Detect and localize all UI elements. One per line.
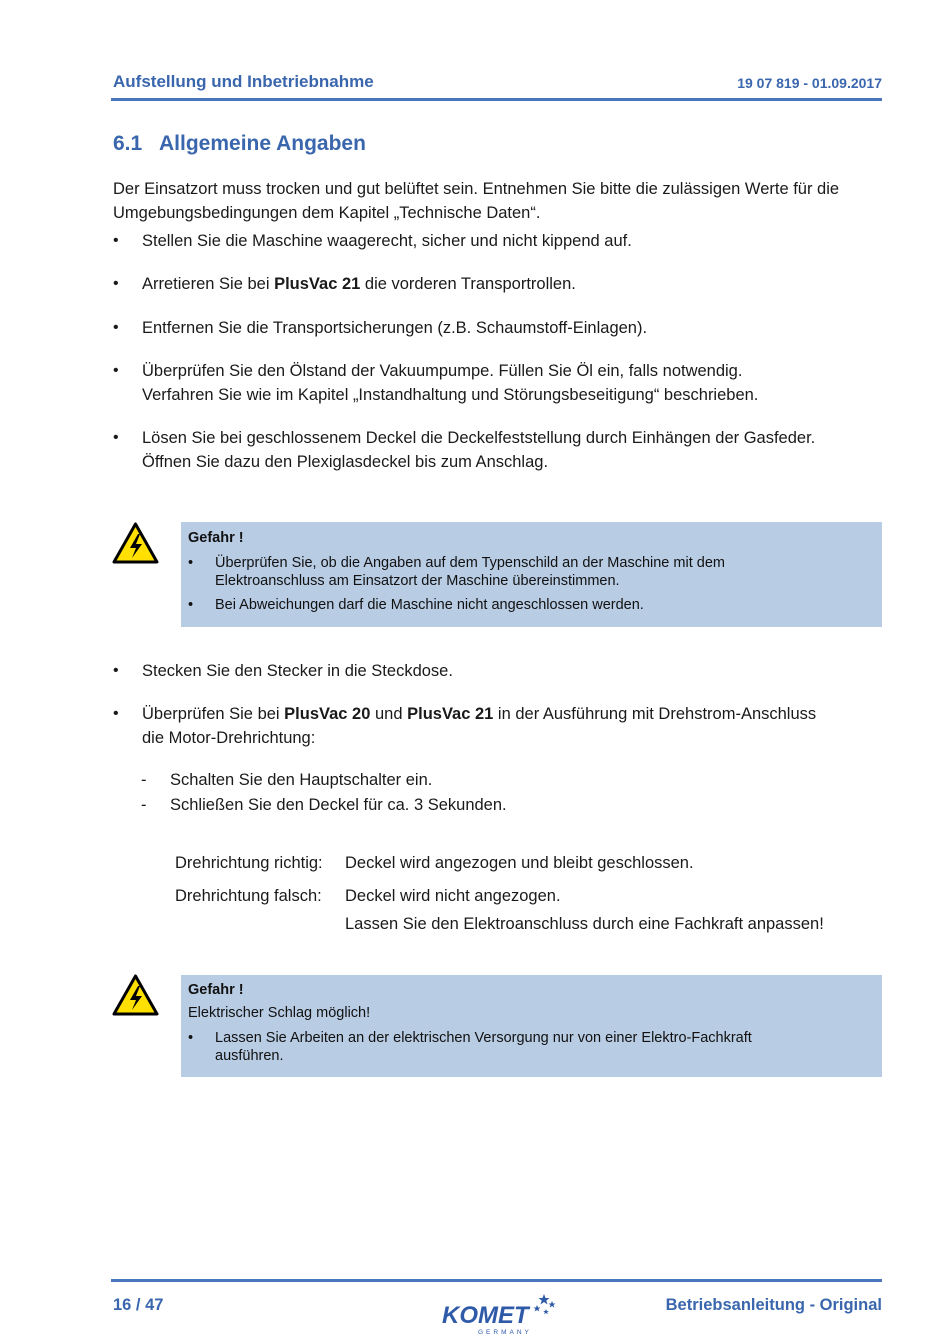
result-value: Deckel wird angezogen und bleibt geschlossen. (345, 854, 694, 872)
text-line: Elektroanschluss am Einsatzort der Maschine übereinstimmen. (215, 573, 620, 589)
danger-item-text: Bei Abweichungen darf die Maschine nicht angeschlossen werden. (215, 597, 644, 613)
danger-subtitle: Elektrischer Schlag möglich! (188, 1005, 371, 1021)
result-label: Drehrichtung falsch: (175, 887, 322, 905)
footer-rule (111, 1279, 882, 1282)
section-heading (113, 132, 366, 156)
logo-stars (534, 1294, 556, 1314)
bullet-icon: • (113, 362, 119, 379)
header-doc-ref: 19 07 819 - 01.09.2017 (737, 75, 882, 91)
dash-item-text: Schalten Sie den Hauptschalter ein. (170, 771, 433, 789)
dash-marker: - (141, 796, 147, 814)
bullet-icon: • (188, 555, 194, 571)
text-line: Verfahren Sie wie im Kapitel „Instandhaltung und Störungsbeseitigung“ beschrieben. (142, 386, 759, 404)
product-name: PlusVac 20 (284, 705, 371, 723)
text-line: Öffnen Sie dazu den Plexiglasdeckel bis zum Anschlag. (142, 453, 549, 471)
header-rule (111, 98, 882, 101)
dash-marker: - (141, 771, 147, 789)
text-run: und (370, 705, 408, 723)
text-run: Überprüfen Sie bei (142, 705, 285, 723)
bullet-icon: • (188, 1030, 194, 1046)
product-name: PlusVac 21 (407, 705, 494, 723)
danger-title: Gefahr ! (188, 982, 244, 998)
danger-box-1 (181, 522, 882, 627)
section-title: Allgemeine Angaben (159, 132, 366, 155)
text-run: die vorderen Transportrollen. (360, 275, 576, 293)
page-header (113, 72, 882, 94)
bullet-icon: • (113, 705, 119, 722)
result-label: Drehrichtung richtig: (175, 854, 323, 872)
logo-subline: GERMANY (478, 1329, 532, 1336)
footer-doc-title: Betriebsanleitung - Original (665, 1296, 882, 1314)
text-line: die Motor-Drehrichtung: (142, 729, 316, 747)
header-title: Aufstellung und Inbetriebnahme (113, 72, 374, 91)
bullet-icon: • (113, 662, 119, 679)
section-number: 6.1 (113, 132, 143, 155)
bullet-icon: • (113, 232, 119, 249)
komet-logo (440, 1292, 560, 1336)
text-line: Überprüfen Sie den Ölstand der Vakuumpumpe. Füllen Sie Öl ein, falls notwendig. (142, 362, 743, 380)
danger-item-text (215, 1029, 872, 1065)
list-item-text: Stellen Sie die Maschine waagerecht, sicher und nicht kippend auf. (142, 232, 632, 250)
product-name: PlusVac 21 (274, 275, 361, 293)
text-run: Arretieren Sie bei (142, 275, 275, 293)
bullet-icon: • (113, 429, 119, 446)
bullet-icon: • (113, 275, 119, 292)
intro-paragraph: Der Einsatzort muss trocken und gut belüftet sein. Entnehmen Sie bitte die zulässigen Werte für die Umgebungsbedingungen dem Kapitel „Technische Daten“. (113, 180, 840, 222)
text-line: Lassen Sie Arbeiten an der elektrischen Versorgung nur von einer Elektro-Fachkraft (215, 1030, 752, 1046)
text-line (142, 702, 883, 726)
text-line: ausführen. (215, 1048, 284, 1064)
list-item-text (142, 426, 883, 474)
list-item-text (142, 359, 883, 407)
page-number: 16 / 47 (113, 1296, 164, 1314)
danger-box-2 (181, 975, 882, 1077)
text-run: in der Ausführung mit Drehstrom-Anschluss (493, 705, 817, 723)
bullet-icon: • (188, 597, 194, 613)
list-item-text (142, 702, 883, 750)
result-value: Deckel wird nicht angezogen. (345, 887, 561, 905)
danger-item-text (215, 554, 872, 590)
result-value-note: Lassen Sie den Elektroanschluss durch eine Fachkraft anpassen! (345, 915, 824, 933)
text-line: Lösen Sie bei geschlossenem Deckel die Deckelfeststellung durch Einhängen der Gasfeder. (142, 429, 816, 447)
logo-wordmark: KOMET (442, 1302, 529, 1329)
list-item-text: Stecken Sie den Stecker in die Steckdose. (142, 662, 453, 680)
list-item-text (142, 272, 883, 296)
high-voltage-warning-icon (112, 974, 159, 1016)
text-line: Überprüfen Sie, ob die Angaben auf dem Typenschild an der Maschine mit dem (215, 555, 725, 571)
list-item-text: Entfernen Sie die Transportsicherungen (z.B. Schaumstoff-Einlagen). (142, 319, 648, 337)
bullet-icon: • (113, 319, 119, 336)
high-voltage-warning-icon (112, 522, 159, 564)
dash-item-text: Schließen Sie den Deckel für ca. 3 Sekunden. (170, 796, 507, 814)
danger-title: Gefahr ! (188, 530, 244, 546)
